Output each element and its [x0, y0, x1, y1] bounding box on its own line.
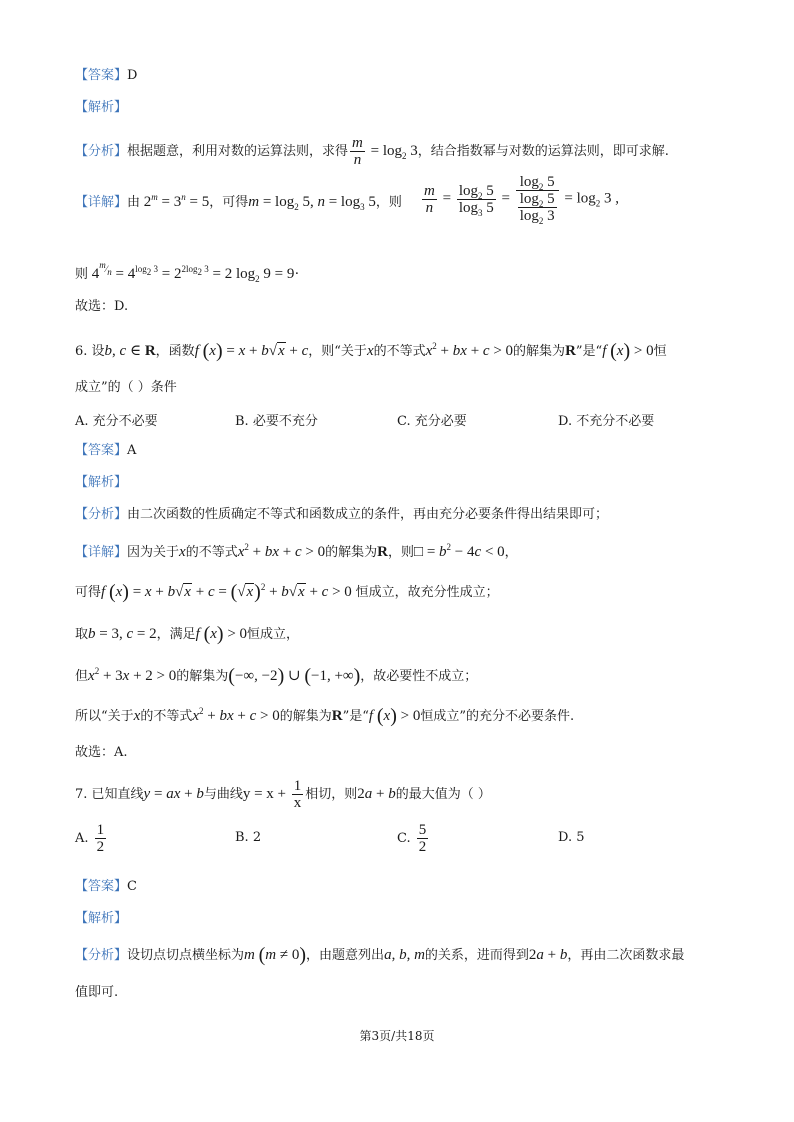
- detail-text: 因为关于: [127, 545, 180, 560]
- analysis-line: [75, 98, 127, 118]
- math-expr: $x^2 + 3x + 2 > 0$: [88, 666, 177, 684]
- answer-line: [75, 66, 137, 86]
- detail-text: 的解集为: [176, 669, 229, 684]
- fenxi-text: ，结合指数幂与对数的运算法则，即可求解.: [417, 144, 669, 159]
- math-var: R: [331, 708, 343, 724]
- option-d: D. 不充分不必要: [558, 414, 655, 429]
- detail-label: 【详解】: [75, 545, 128, 560]
- math-expr: b = 3, c = 2: [88, 626, 157, 642]
- stem-text: 相切，则: [305, 786, 358, 802]
- detail-line: [75, 542, 518, 563]
- conclusion-line: [75, 743, 128, 763]
- stem-text: 成立”的（ ）条件: [75, 380, 177, 395]
- math-expr: $2^m = 3^n = 5$: [140, 192, 210, 210]
- detail-line: [75, 666, 477, 687]
- math-expr: $x^2$ + bx + c > 0: [237, 542, 326, 560]
- math-expr: b, c ∈ R: [104, 343, 156, 359]
- stem-text: 的解集为: [513, 344, 566, 359]
- analysis-label: 【解析】: [75, 100, 128, 115]
- option-b: B. 2: [235, 830, 262, 845]
- math-expr: m (m ≠ 0): [244, 944, 307, 966]
- detail-text: ，满足: [156, 627, 196, 642]
- detail-text: 的不等式: [140, 709, 193, 724]
- math-expr: a, b, m: [384, 947, 425, 963]
- stem-text: ，则“关于: [308, 344, 367, 359]
- fenxi-text: 根据题意，利用对数的运算法则，求得: [127, 144, 349, 159]
- detail-text: ”是“: [342, 709, 369, 724]
- question-7-stem: [75, 778, 491, 811]
- fenxi-label: 【分析】: [75, 948, 128, 963]
- conclusion-text: 故选：D.: [75, 299, 129, 314]
- math-expr: = $\log_2 3$: [366, 143, 418, 161]
- stem-text: 7. 已知直线: [75, 786, 144, 802]
- page-footer: 第3页/共18页: [359, 1029, 435, 1043]
- detail-line: [75, 192, 402, 213]
- detail-text: 可得: [75, 585, 102, 600]
- detail-text: 由: [127, 195, 141, 210]
- detail-line: [75, 582, 499, 603]
- answer-label: 【答案】: [75, 68, 128, 83]
- analysis-line: [75, 909, 127, 929]
- math-expr: f (x) > 0: [195, 623, 248, 645]
- fenxi-text: ，由题意列出: [306, 948, 385, 963]
- answer-value: A: [127, 443, 137, 458]
- answer-line: [75, 441, 136, 461]
- math-expr: $m = \log_2 5$, $n = \log_3 5$: [248, 194, 376, 212]
- analysis-line: [75, 473, 127, 493]
- question-6-stem: [75, 341, 667, 362]
- detail-text: 的不等式: [185, 545, 238, 560]
- math-fraction-chain: $\frac{m}{n}$ = $\frac{\log_2 5}{\log_3 5}$ = $\frac{\log_2 5}{\frac{\log_2 5}{\log_2 3}}$ = $\log_2 3$ ,: [424, 174, 620, 226]
- math-expr: f (x) = x + b√x + c: [194, 340, 309, 362]
- math-expr: $4^{^m⁄_n} = 4^{log_2 3} = 2^{2log_2 3} = 2$ $\log_2 9 = 9\cdot$: [88, 260, 300, 284]
- detail-line: [75, 624, 299, 645]
- math-frac: $\frac{1}{2}$: [96, 822, 105, 855]
- fenxi-text: 由二次函数的性质确定不等式和函数成立的条件，再由充分必要条件得出结果即可；: [127, 507, 609, 522]
- detail-text: 恒成立，: [247, 627, 300, 642]
- detail-text: 的解集为: [325, 545, 378, 560]
- fenxi-line: [75, 945, 684, 966]
- stem-text: 6. 设: [75, 344, 105, 359]
- option-d: D. 5: [558, 830, 585, 845]
- analysis-label: 【解析】: [75, 911, 128, 926]
- detail-text: 的解集为: [279, 709, 332, 724]
- detail-text: 但: [75, 669, 89, 684]
- then-text: 则: [75, 267, 89, 282]
- detail-text: ，可得: [209, 195, 249, 210]
- detail-text: 取: [75, 627, 89, 642]
- detail-text: ，则: [388, 545, 415, 560]
- fenxi-line: [75, 505, 608, 525]
- math-var: x: [133, 708, 141, 724]
- option-b: B. 必要不充分: [235, 414, 318, 429]
- fenxi-line-cont: [75, 983, 118, 1003]
- answer-label: 【答案】: [75, 443, 128, 458]
- detail-line: [75, 706, 574, 727]
- math-expr: y = x + $\frac{1}{x}$: [242, 778, 302, 811]
- analysis-label: 【解析】: [75, 475, 128, 490]
- detail-text: 恒成立，故充分性成立；: [355, 585, 499, 600]
- answer-value: C: [127, 879, 137, 894]
- option-label: C.: [397, 831, 411, 846]
- math-expr: $x^2$ + bx + c > 0: [425, 341, 514, 359]
- math-var: x: [179, 544, 186, 560]
- fenxi-text: 的关系，进而得到: [424, 948, 529, 963]
- math-expr: 2a + b: [357, 785, 396, 802]
- fenxi-text: ，再由二次函数求最: [567, 948, 685, 963]
- question-6-stem-cont: [75, 378, 177, 398]
- detail-text: 恒成立”的充分不必要条件.: [420, 709, 575, 724]
- math-expr: 2a + b: [528, 947, 568, 963]
- then-line: [75, 260, 300, 285]
- detail-text: ，: [504, 545, 518, 560]
- option-label: A.: [75, 831, 89, 846]
- answer-line: [75, 877, 137, 897]
- detail-label: 【详解】: [75, 195, 128, 210]
- stem-text: 的不等式: [373, 344, 426, 359]
- conclusion-line: [75, 297, 128, 317]
- detail-text: 所以“关于: [75, 709, 134, 724]
- stem-text: ，函数: [155, 344, 195, 359]
- fenxi-label: 【分析】: [75, 507, 128, 522]
- math-expr: f $(x) = x + b√x + c = (√x)^2 + b√x + c > 0$: [101, 581, 356, 603]
- stem-text: 恒: [653, 344, 667, 359]
- math-frac: $\frac{5}{2}$: [418, 822, 427, 855]
- math-var: x: [366, 343, 374, 359]
- math-var: R: [565, 343, 576, 359]
- fenxi-line: [75, 135, 669, 168]
- detail-text: ，则: [375, 195, 402, 210]
- option-a: [75, 822, 108, 855]
- stem-text: ”是“: [575, 344, 603, 359]
- option-c: [397, 822, 430, 855]
- math-frac: $\frac{m}{n}$: [352, 135, 363, 168]
- math-expr: $x^2$ + bx + c > 0: [192, 706, 280, 724]
- answer-label: 【答案】: [75, 879, 128, 894]
- math-expr: f (x) > 0: [602, 340, 654, 362]
- fenxi-text: 值即可.: [75, 985, 119, 1000]
- option-c: C. 充分必要: [397, 414, 467, 429]
- option-a: A. 充分不必要: [75, 414, 158, 429]
- stem-text: 与曲线: [203, 786, 243, 802]
- stem-text: 的最大值为（ ）: [395, 786, 491, 802]
- conclusion-text: 故选：A.: [75, 745, 128, 760]
- fenxi-text: 设切点切点横坐标为: [127, 948, 245, 963]
- math-expr: (−∞, −2) ∪ (−1, +∞): [228, 665, 361, 687]
- math-var: R: [377, 544, 388, 560]
- detail-text: ，故必要性不成立；: [360, 669, 478, 684]
- math-expr: □ = $b^2 - 4c < 0$: [414, 542, 505, 560]
- fenxi-label: 【分析】: [75, 144, 128, 159]
- answer-value: D: [127, 68, 138, 83]
- math-expr: f (x) > 0: [368, 705, 421, 727]
- math-expr: y = ax + b: [143, 785, 204, 802]
